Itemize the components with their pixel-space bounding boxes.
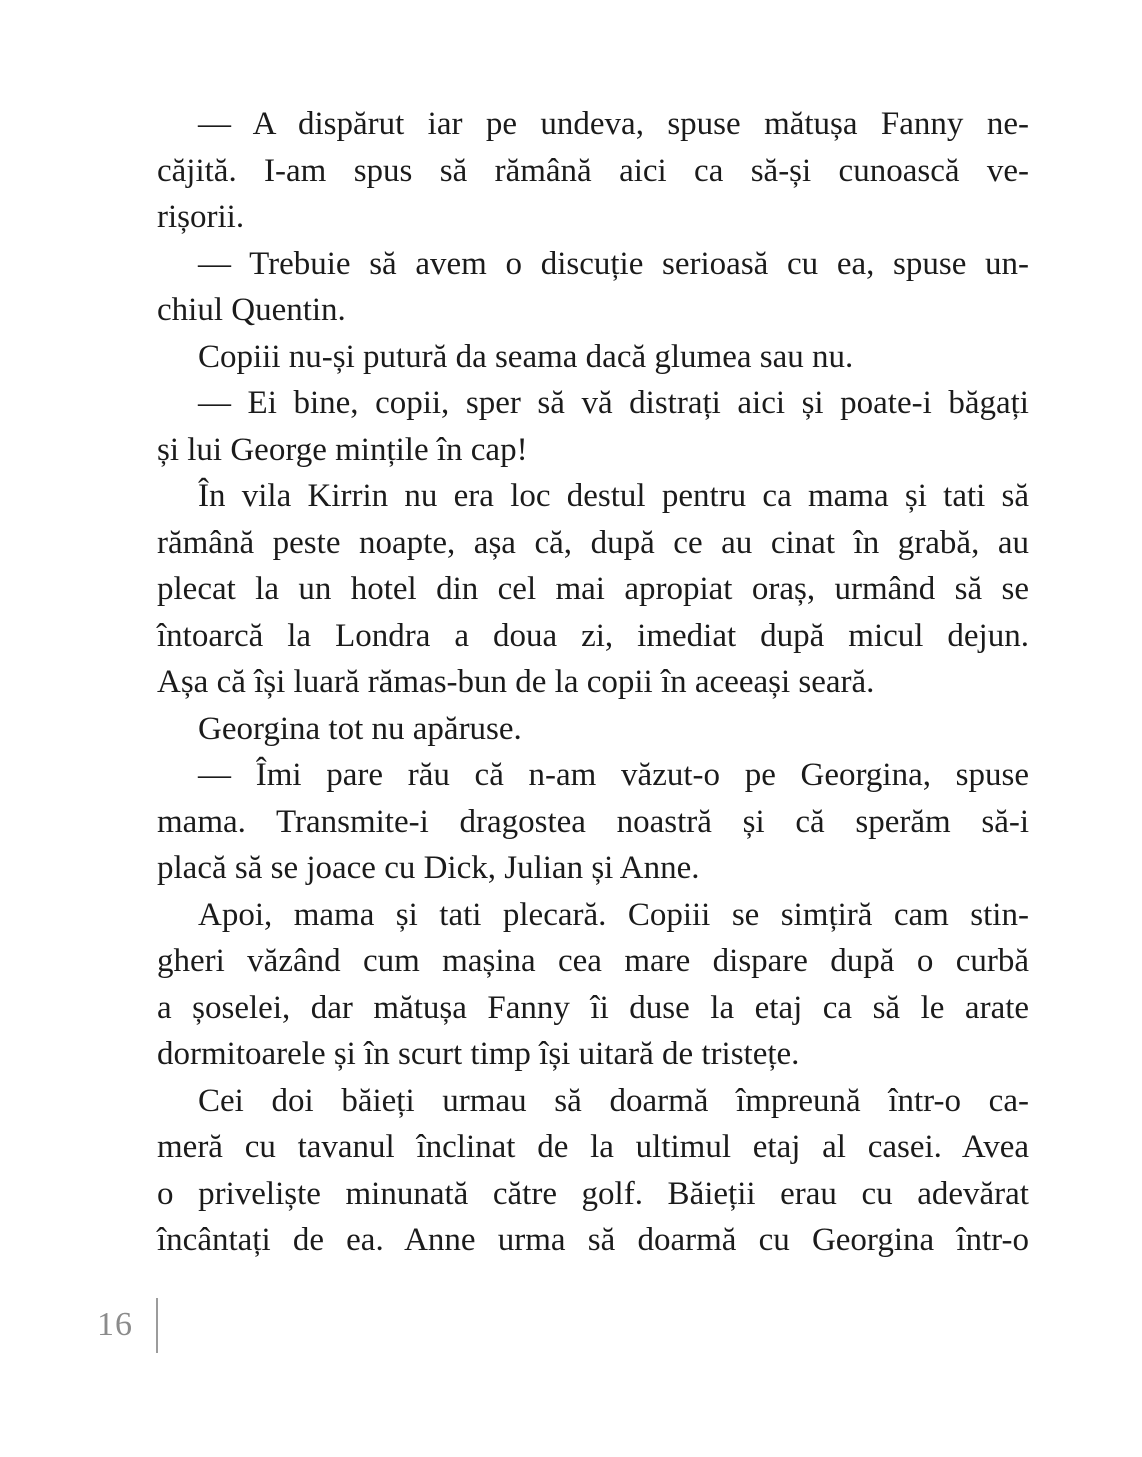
text-line-content: Așa că își luară rămas-bun de la copii în aceeași seară. [157,664,875,700]
text-line-content: încântați de ea. Anne urma să doarmă cu Georgina într-o [157,1222,1029,1258]
text-line-content: chiul Quentin. [157,292,346,328]
text-line [157,1171,1029,1218]
text-line [157,334,1029,381]
text-line-content: — Ei bine, copii, sper să vă distrați aici și poate-i băgați [198,385,1029,421]
text-line [157,1078,1029,1125]
text-line [157,241,1029,288]
text-line [157,148,1029,195]
text-line [157,706,1029,753]
text-line-content: rișorii. [157,199,245,235]
text-line-content: Cei doi băieți urmau să doarmă împreună într-o ca- [198,1082,1029,1119]
text-line [157,427,1029,474]
text-line-content: meră cu tavanul înclinat de la ultimul etaj al casei. Avea [157,1129,1030,1165]
text-line-content: plecat la un hotel din cel mai apropiat oraș, urmând să se [157,571,1030,607]
text-line [157,659,1029,706]
text-line-content: Apoi, mama și tati plecară. Copiii se simțiră cam stin- [198,896,1029,933]
text-line [157,799,1029,846]
text-line-content: Georgina tot nu apăruse. [198,710,522,747]
text-line [157,1031,1029,1078]
text-line-content: și lui George mințile în cap! [157,431,528,468]
footer-divider [156,1298,158,1353]
text-line [157,194,1029,241]
text-line [157,752,1029,799]
text-line [157,938,1029,985]
text-line-content: placă să se joace cu Dick, Julian și Anne. [157,850,700,886]
text-line-content: a șoselei, dar mătușa Fanny îi duse la etaj ca să le arate [157,989,1030,1026]
text-line [157,613,1029,660]
text-line [157,287,1029,334]
body-text [157,101,1029,1264]
text-line-content: întoarcă la Londra a doua zi, imediat după micul dejun. [157,617,1029,654]
text-line-content: căjită. I-am spus să rămână aici ca să-și cunoască ve- [157,152,1029,189]
text-line-content: În vila Kirrin nu era loc destul pentru ca mama și tati să [198,478,1030,514]
text-line [157,380,1029,427]
text-line [157,101,1029,148]
text-line-content: gheri văzând cum mașina cea mare dispare după o curbă [157,943,1029,979]
page-number: 16 [97,1306,133,1343]
text-line [157,473,1029,520]
text-line-content: — Îmi pare rău că n-am văzut-o pe Georgina, spuse [198,757,1030,793]
text-line [157,1124,1029,1171]
text-line-content: mama. Transmite-i dragostea noastră și că sperăm să-i [157,803,1030,840]
text-line-content: — A dispărut iar pe undeva, spuse mătușa Fanny ne- [198,106,1029,142]
text-line-content: — Trebuie să avem o discuție serioasă cu ea, spuse un- [198,245,1030,282]
text-line [157,985,1029,1032]
text-line-content: Copiii nu-și putură da seama dacă glumea sau nu. [198,338,854,375]
text-line [157,845,1029,892]
text-line-content: o priveliște minunată către golf. Băieții erau cu adevărat [157,1175,1029,1212]
text-line-content: rămână peste noapte, așa că, după ce au cinat în grabă, au [157,524,1030,561]
text-line [157,520,1029,567]
text-line [157,1217,1029,1264]
text-line [157,892,1029,939]
text-line-content: dormitoarele și în scurt timp își uitară de tristețe. [157,1036,800,1072]
text-line [157,566,1029,613]
